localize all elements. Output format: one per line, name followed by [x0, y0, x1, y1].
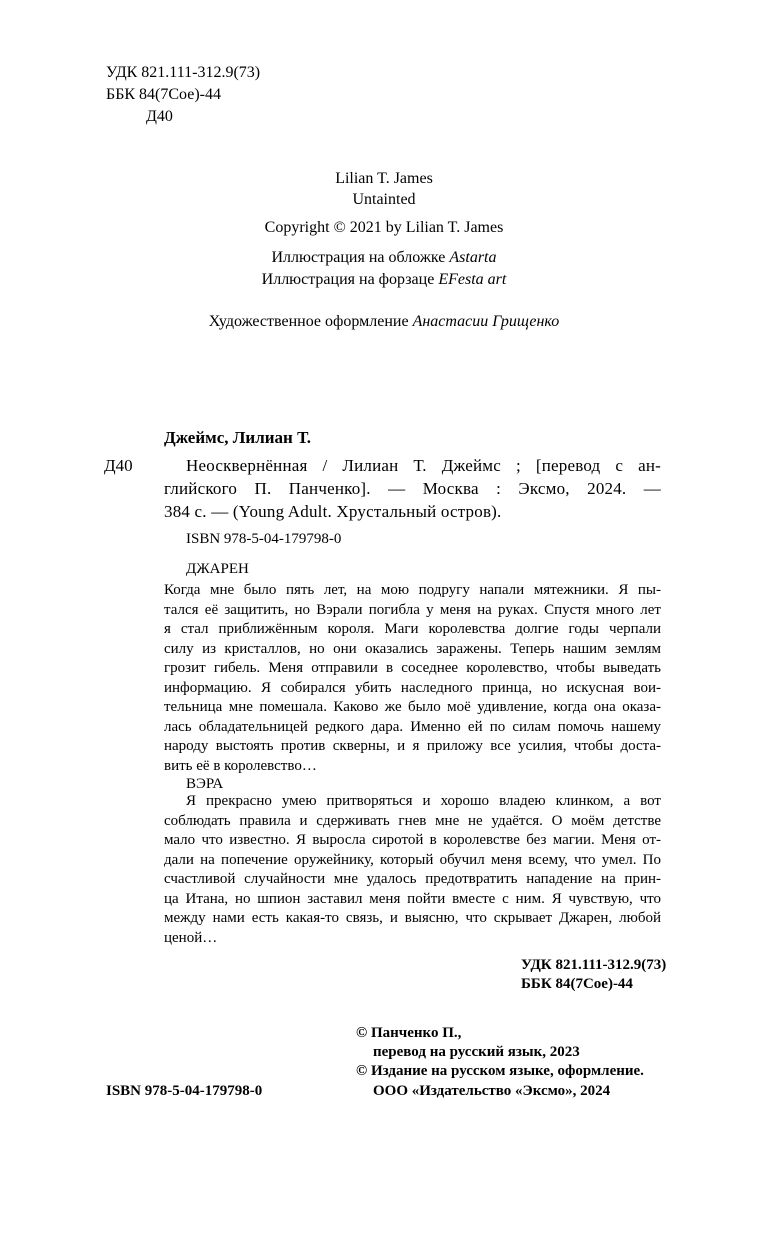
original-title: Untainted: [352, 191, 416, 208]
annotation-line: я стал приближённым короля. Маги королевства долгие годы черпали: [164, 621, 661, 637]
catalog-line-1: Неосквернённая / Лилиан Т. Джеймс ; [перевод с ан-: [186, 456, 661, 475]
catalog-description: [164, 456, 661, 522]
annotation-line: силу из кристаллов, но они оказались заражены. Теперь нашим землям: [164, 640, 661, 657]
design-credit: [0, 313, 768, 331]
annotation-line: ца Итана, но шпион заставил меня пойти вместе с ним. Я чувствую, что: [164, 890, 661, 907]
endpaper-illustration-label: Иллюстрация на форзаце: [261, 271, 435, 288]
annotation-line: Когда мне было пять лет, на мою подругу напали мятежники. Я пы-: [164, 582, 661, 598]
original-copyright: Copyright © 2021 by Lilian T. James: [264, 219, 504, 236]
edition-copyright-line-2: ООО «Издательство «Эксмо», 2024: [373, 1083, 611, 1099]
annotation-line: народу выстоять против скверны, и я приложу все усилия, чтобы доста-: [164, 738, 661, 754]
annotation-line: грозит гибель. Меня отправили в соседнее королевство, чтобы выведать: [164, 660, 661, 676]
cover-illustrator: Astarta: [449, 249, 497, 266]
annotation-line: лась обладательницей редкого дара. Именно ей по силам помочь нашему: [164, 718, 661, 735]
annotation-line: вить её в королевство…: [164, 757, 317, 774]
annotation-paragraph-2: [164, 792, 661, 948]
bbk-header: ББК 84(7Сое)-44: [106, 86, 221, 103]
cover-illustration-label: Иллюстрация на обложке: [271, 249, 446, 266]
bbk-footer: ББК 84(7Сое)-44: [521, 976, 633, 992]
catalog-line-2: глийского П. Панченко]. — Москва : Эксмо, 2024. —: [164, 479, 661, 498]
isbn-footer: ISBN 978-5-04-179798-0: [106, 1083, 263, 1099]
edition-copyright-line-1: © Издание на русском языке, оформление.: [356, 1063, 644, 1079]
designer: Анастасии Грищенко: [412, 313, 560, 330]
annotation-line: мало что известно. Я выросла сиротой в королевстве без магии. Меня от-: [164, 832, 661, 848]
annotation-line: тался её защитить, но Вэрали погибла у меня на руках. Спустя много лет: [164, 601, 661, 618]
translation-copyright-line-1: © Панченко П.,: [356, 1025, 462, 1041]
annotation-line: Я прекрасно умею притворяться и хорошо владею клинком, а вот: [186, 793, 661, 809]
annotation-line: соблюдать правила и сдерживать гнев мне не удаётся. О моём детстве: [164, 812, 661, 829]
author-mark-header: Д40: [146, 108, 173, 125]
annotation-paragraph-1: [164, 581, 661, 776]
design-label: Художественное оформление: [208, 313, 409, 330]
annotation-line: тельница мне помешала. Каково же было моё удивление, когда она оказа-: [164, 699, 661, 715]
annotation-line: дали на попечение оружейнику, который обучил меня всему, что умел. По: [164, 851, 661, 868]
udk-footer: УДК 821.111-312.9(73): [521, 957, 667, 973]
endpaper-illustration-credit: [0, 271, 768, 289]
udk-header: УДК 821.111-312.9(73): [106, 64, 261, 81]
catalog-heading: Джеймс, Лилиан Т.: [164, 428, 311, 447]
annotation-name-2: ВЭРА: [186, 776, 224, 792]
annotation-line: ценой…: [164, 929, 218, 946]
catalog-mark: Д40: [104, 456, 133, 475]
cover-illustration-credit: [0, 249, 768, 267]
catalog-line-3: 384 с. — (Young Adult. Хрустальный остров).: [164, 502, 502, 521]
original-author: Lilian T. James: [335, 170, 433, 187]
annotation-line: информацию. Я собирался убить наследного принца, но искусная вои-: [164, 679, 661, 696]
endpaper-illustrator: EFesta art: [438, 271, 507, 288]
annotation-name-1: ДЖАРЕН: [186, 561, 249, 577]
catalog-isbn: ISBN 978-5-04-179798-0: [186, 531, 342, 547]
annotation-line: счастливой случайности мне удалось предотвратить нападение на прин-: [164, 871, 661, 887]
translation-copyright-line-2: перевод на русский язык, 2023: [373, 1044, 580, 1060]
annotation-line: между нами есть какая-то связь, и выясню, что скрывает Джарен, любой: [164, 910, 661, 926]
